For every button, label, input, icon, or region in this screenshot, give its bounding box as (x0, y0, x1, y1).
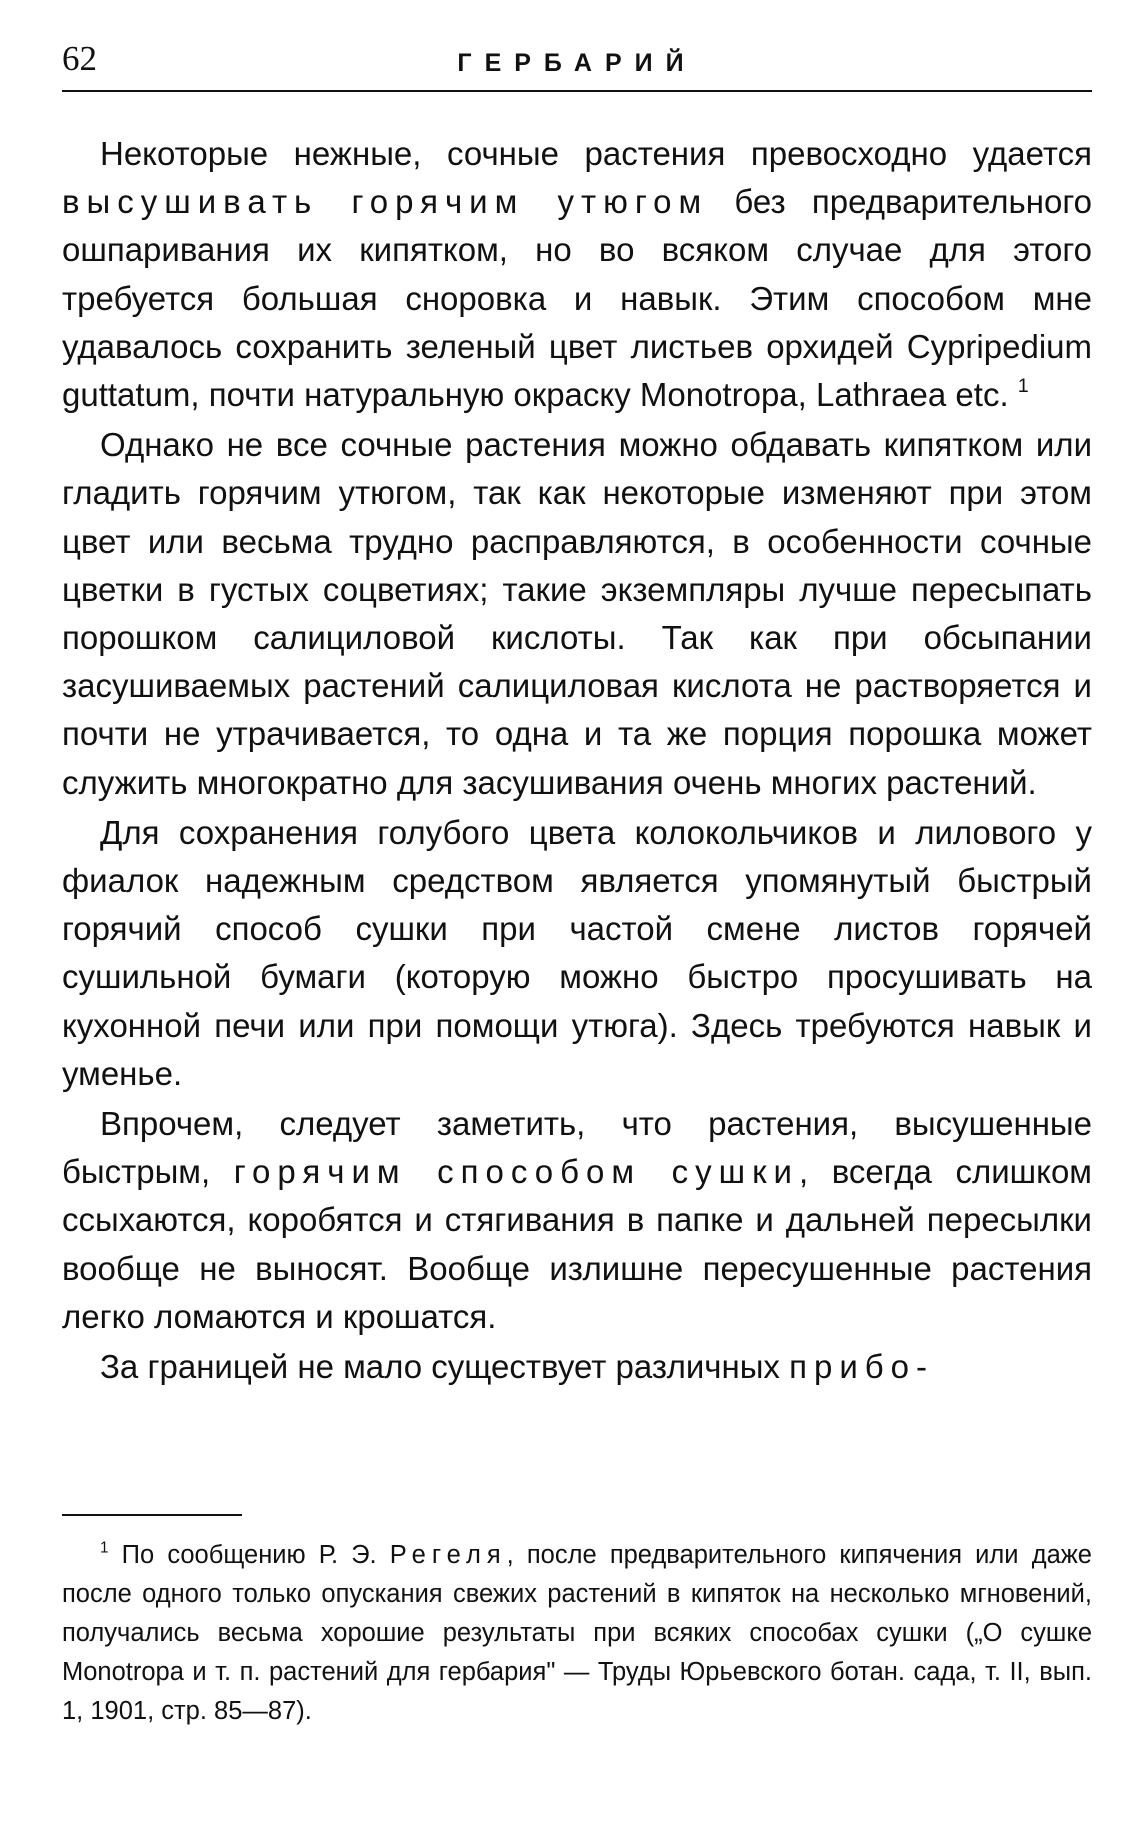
paragraph-3: Для сохранения голубого цвета колокольчиков и лилового у фиалок надежным средством является упомянутый быстрый горячий способ сушки при частой смене листов горячей сушильной бумаги (которую можно быстро просушивать на кухонной печи или при помощи утюга). Здесь требуются навык и уменье. (62, 813, 1092, 1092)
footnote-text-b: , после предварительного кипячения или даже после одного только опускания свежих растений в кипяток на несколько мгновений, получались весьма хорошие результаты при всяких способах сушки („О сушке Monotropa и т. п. растений для гербария" — Труды Юрьевского ботан. сада, т. II, вып. 1, 1901, стр. 85—87). (62, 1541, 1092, 1725)
paragraph-1 (62, 130, 1092, 419)
page-number: 62 (62, 39, 97, 78)
paragraph-5-spaced-emphasis: прибо- (789, 1348, 934, 1386)
paragraph-1-text-b: без предварительного ошпаривания их кипятком, но во всяком случае для этого требуется большая сноровка и навык. Этим способом мне удавалось сохранить зеленый цвет листьев орхидей Cypripedium guttatum, почти натуральную окраску Monotropa, Lathraea etc. (62, 183, 1092, 414)
footnote-mark: 1 (100, 1539, 109, 1557)
main-text (62, 130, 1092, 1391)
paragraph-1-text-a: Некоторые нежные, сочные растения превосходно удается (100, 135, 1092, 172)
paragraph-5 (62, 1343, 1092, 1391)
paragraph-1-spaced-emphasis: высушивать горячим утюгом (62, 183, 709, 221)
paragraph-5-text-a: За границей не мало существует различных (100, 1348, 790, 1386)
footnote-text-a: По сообщению Р. Э. (108, 1541, 390, 1569)
paragraph-4 (62, 1100, 1092, 1341)
paragraph-4-text-a: Впрочем, следует заметить, что растения, высушенные быстрым, (62, 1105, 1092, 1191)
footnote-spaced-name: Регеля (389, 1541, 507, 1569)
running-title: ГЕРБАРИЙ (457, 49, 697, 77)
footnote (62, 1536, 1092, 1731)
paragraph-4-text-b: , всегда слишком ссыхаются, коробятся и стягивания в папке и дальней пересылки вообще не выносят. Вообще излишне пересушенные растения легко ломаются и крошатся. (62, 1153, 1092, 1335)
paragraph-2: Однако не все сочные растения можно обдавать кипятком или гладить горячим утюгом, так как некоторые изменяют при этом цвет или весьма трудно расправляются, в особенности сочные цветки в густых соцветиях; такие экземпляры лучше пересыпать порошком салициловой кислоты. Так как при обсыпании засушиваемых растений салициловая кислота не растворяется и почти не утрачивается, то одна и та же порция порошка может служить многократно для засушивания очень многих растений. (62, 426, 1092, 801)
paragraph-4-spaced-emphasis: горячим способом сушки (233, 1153, 799, 1191)
page-header (62, 34, 1092, 84)
footnote-reference: 1 (1017, 375, 1029, 398)
footnote-separator (62, 1514, 242, 1516)
header-rule (62, 90, 1092, 92)
